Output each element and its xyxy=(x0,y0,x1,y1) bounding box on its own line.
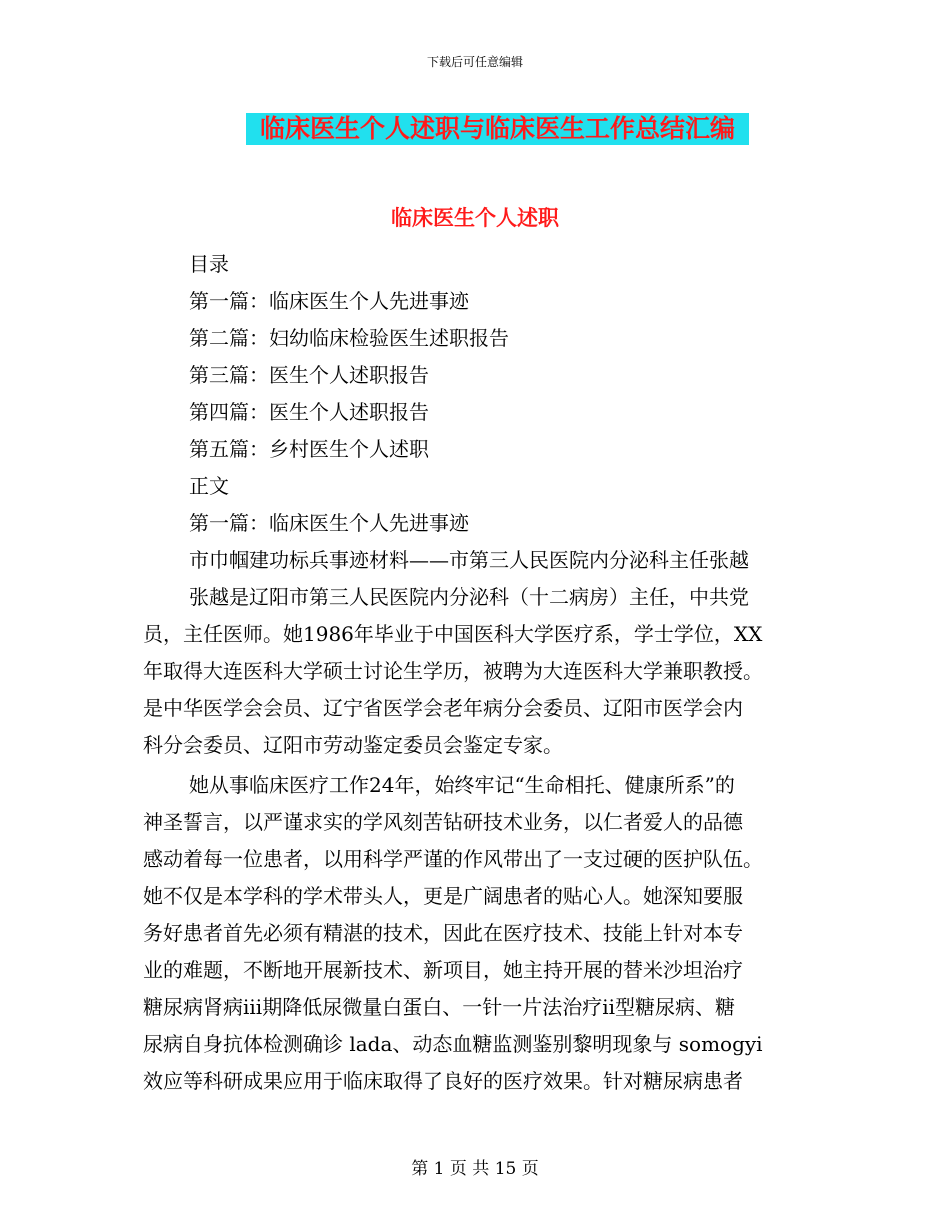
paragraph-line: 糖尿病肾病iii期降低尿微量白蛋白、一针一片法治疗ii型糖尿病、糖 xyxy=(143,995,735,1019)
toc-item: 第五篇：乡村医生个人述职 xyxy=(189,437,429,461)
paragraph-line: 尿病自身抗体检测确诊 lada、动态血糖监测鉴别黎明现象与 somogyi xyxy=(143,1032,763,1056)
paragraph-line: 张越是辽阳市第三人民医院内分泌科（十二病房）主任，中共党 xyxy=(189,585,749,609)
section-title: 临床医生个人述职 xyxy=(391,206,559,230)
paragraph-line: 业的难题，不断地开展新技术、新项目，她主持开展的替米沙坦治疗 xyxy=(143,958,743,982)
paragraph-line: 她从事临床医疗工作24年，始终牢记“生命相托、健康所系”的 xyxy=(189,773,735,797)
paragraph-line: 感动着每一位患者，以用科学严谨的作风带出了一支过硬的医护队伍。 xyxy=(143,847,763,871)
toc-item: 第二篇：妇幼临床检验医生述职报告 xyxy=(189,326,509,350)
toc-item: 第三篇：医生个人述职报告 xyxy=(189,363,429,387)
chapter-heading: 第一篇：临床医生个人先进事迹 xyxy=(189,511,469,535)
toc-heading: 目录 xyxy=(189,252,229,276)
toc-item: 第一篇：临床医生个人先进事迹 xyxy=(189,289,469,313)
paragraph-line: 员，主任医师。她1986年毕业于中国医科大学医疗系，学士学位，XX xyxy=(143,622,763,646)
paragraph-line: 她不仅是本学科的学术带头人，更是广阔患者的贴心人。她深知要服 xyxy=(143,884,743,908)
paragraph-line: 神圣誓言，以严谨求实的学风刻苦钻研技术业务，以仁者爱人的品德 xyxy=(143,810,743,834)
paragraph-line: 务好患者首先必须有精湛的技术，因此在医疗技术、技能上针对本专 xyxy=(143,921,743,945)
page-footer-number: 第 1 页 共 15 页 xyxy=(411,1159,539,1179)
document-title: 临床医生个人述职与临床医生工作总结汇编 xyxy=(246,113,749,145)
paragraph-line: 效应等科研成果应用于临床取得了良好的医疗效果。针对糖尿病患者 xyxy=(143,1069,743,1093)
paragraph-line: 年取得大连医科大学硕士讨论生学历，被聘为大连医科大学兼职教授。 xyxy=(143,659,763,683)
paragraph-line: 是中华医学会会员、辽宁省医学会老年病分会委员、辽阳市医学会内 xyxy=(143,696,743,720)
body-heading: 正文 xyxy=(189,474,229,498)
chapter-subtitle: 市巾帼建功标兵事迹材料——市第三人民医院内分泌科主任张越 xyxy=(189,548,749,572)
toc-item: 第四篇：医生个人述职报告 xyxy=(189,400,429,424)
page-header-note: 下载后可任意编辑 xyxy=(426,55,523,69)
paragraph-line: 科分会委员、辽阳市劳动鉴定委员会鉴定专家。 xyxy=(143,733,563,757)
